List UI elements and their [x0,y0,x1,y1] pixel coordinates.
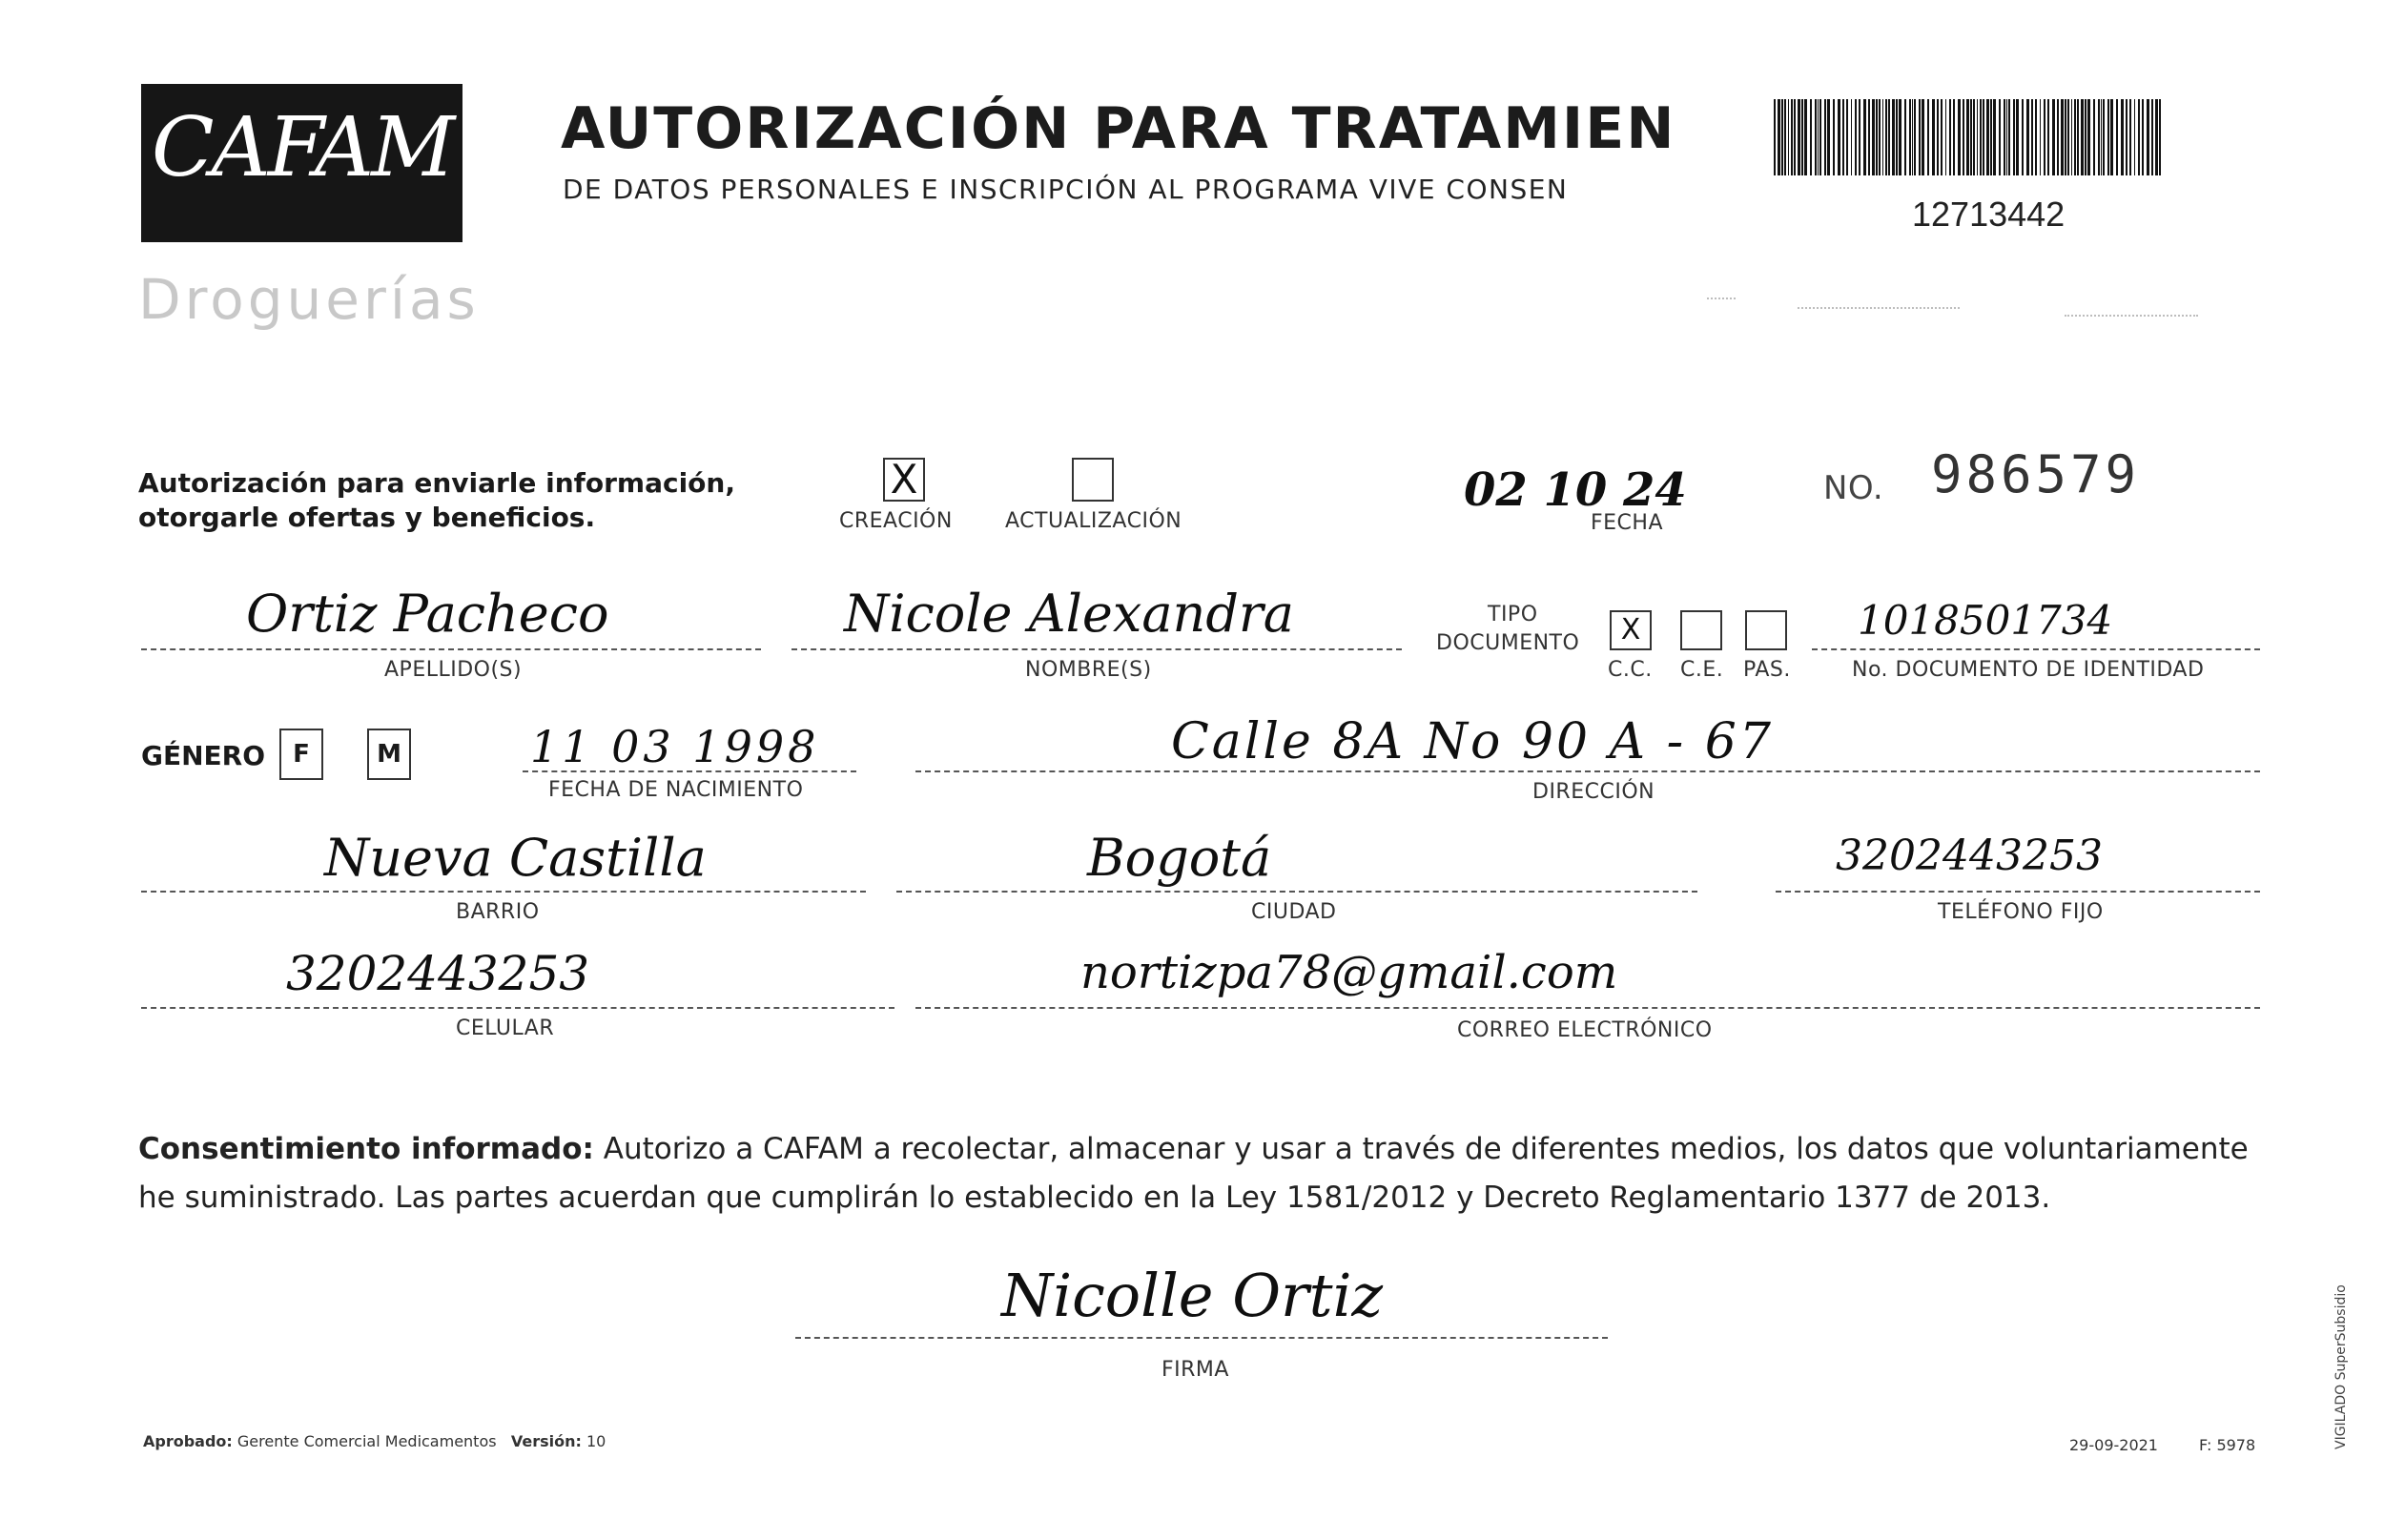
consent-lead: Consentimiento informado: [138,1132,594,1166]
barcode-number: 12713442 [1912,195,2066,234]
apellidos-label: APELLIDO(S) [384,658,523,682]
genero-label: GÉNERO [141,740,266,771]
apellidos-value: Ortiz Pacheco [246,584,609,644]
telefono-value: 3202443253 [1836,832,2103,880]
nacimiento-label: FECHA DE NACIMIENTO [548,778,804,802]
consent-text: Autorizo a CAFAM a recolectar, almacenar y usar a través de diferentes medios, los datos que voluntariamente he suministrado. Las partes acuerdan que cumplirán lo establecido en la Ley 1581/2012 y Decreto Reglamentario 1377 de 2013. [138,1132,2249,1215]
signature-label: FIRMA [1161,1358,1229,1382]
no-label: NO. [1823,469,1884,507]
logo-subtitle: Droguerías [138,267,480,332]
barrio-value: Nueva Castilla [324,828,707,888]
telefono-line [1776,891,2260,893]
nacimiento-line [523,770,856,772]
nombres-label: NOMBRE(S) [1025,658,1152,682]
doc-type-pas-checkbox[interactable] [1745,610,1787,650]
cafam-logo: CAFAM [151,100,453,195]
ciudad-line [896,891,1697,893]
doc-type-cc-label: C.C. [1608,658,1653,682]
tipo-label: TIPO [1488,603,1538,626]
divider [1707,298,1736,299]
apellidos-line [141,648,761,650]
creacion-checkbox[interactable] [883,458,925,502]
doc-type-ce-checkbox[interactable] [1680,610,1722,650]
creacion-label: CREACIÓN [839,509,953,533]
genero-m-checkbox[interactable]: M [367,729,411,780]
nombres-value: Nicole Alexandra [844,584,1294,644]
correo-label: CORREO ELECTRÓNICO [1457,1018,1713,1042]
nombres-line [791,648,1402,650]
checkmark: X [1620,613,1641,647]
version-value: 10 [586,1432,606,1450]
documento-value: 1018501734 [1858,597,2113,644]
documento-id-label: No. DOCUMENTO DE IDENTIDAD [1852,658,2205,682]
doc-type-ce-label: C.E. [1680,658,1724,682]
fecha-value: 02 10 24 [1464,463,1687,517]
signature-line [795,1337,1608,1339]
footer-date: 29-09-2021 [2069,1436,2158,1454]
footer-approval [143,1432,606,1450]
form-number: 986579 [1931,444,2141,504]
ciudad-value: Bogotá [1087,828,1272,888]
doc-type-cc-checkbox[interactable] [1610,610,1652,650]
authorization-intro-line2: otorgarle ofertas y beneficios. [138,502,596,533]
fecha-label: FECHA [1591,511,1664,535]
nacimiento-value: 11 03 1998 [530,721,820,772]
telefono-label: TELÉFONO FIJO [1938,900,2104,924]
page-title: AUTORIZACIÓN PARA TRATAMIEN [561,95,1676,162]
direccion-label: DIRECCIÓN [1532,780,1655,804]
barcode [1774,99,2165,175]
title-block [561,95,1705,248]
correo-value: nortizpa78@gmail.com [1080,946,1618,999]
correo-line [915,1007,2260,1009]
checkmark: X [890,456,918,503]
genero-f-checkbox[interactable]: F [279,729,323,780]
divider [2065,315,2198,317]
vigilado-label: VIGILADO SuperSubsidio [2333,1284,2349,1449]
documento-line [1812,648,2260,650]
celular-label: CELULAR [456,1016,555,1040]
aprobado-value: Gerente Comercial Medicamentos [236,1432,497,1450]
doc-type-pas-label: PAS. [1743,658,1791,682]
barrio-label: BARRIO [456,900,540,924]
celular-value: 3202443253 [286,946,590,1001]
celular-line [141,1007,894,1009]
consent-paragraph [138,1125,2284,1222]
page-subtitle: DE DATOS PERSONALES E INSCRIPCIÓN AL PROGRAMA VIVE CONSEN [563,174,1569,205]
footer-form-code: F: 5978 [2199,1436,2256,1454]
documento-label: DOCUMENTO [1436,631,1580,655]
version-label: Versión: [510,1432,582,1450]
actualizacion-checkbox[interactable] [1072,458,1114,502]
aprobado-label: Aprobado: [143,1432,233,1450]
authorization-intro: Autorización para enviarle información, [138,467,735,499]
direccion-value: Calle 8A No 90 A - 67 [1171,713,1774,770]
ciudad-label: CIUDAD [1251,900,1337,924]
signature-value: Nicolle Ortiz [1001,1261,1384,1330]
actualizacion-label: ACTUALIZACIÓN [1005,509,1182,533]
divider [1798,307,1960,309]
direccion-line [915,770,2260,772]
barrio-line [141,891,866,893]
